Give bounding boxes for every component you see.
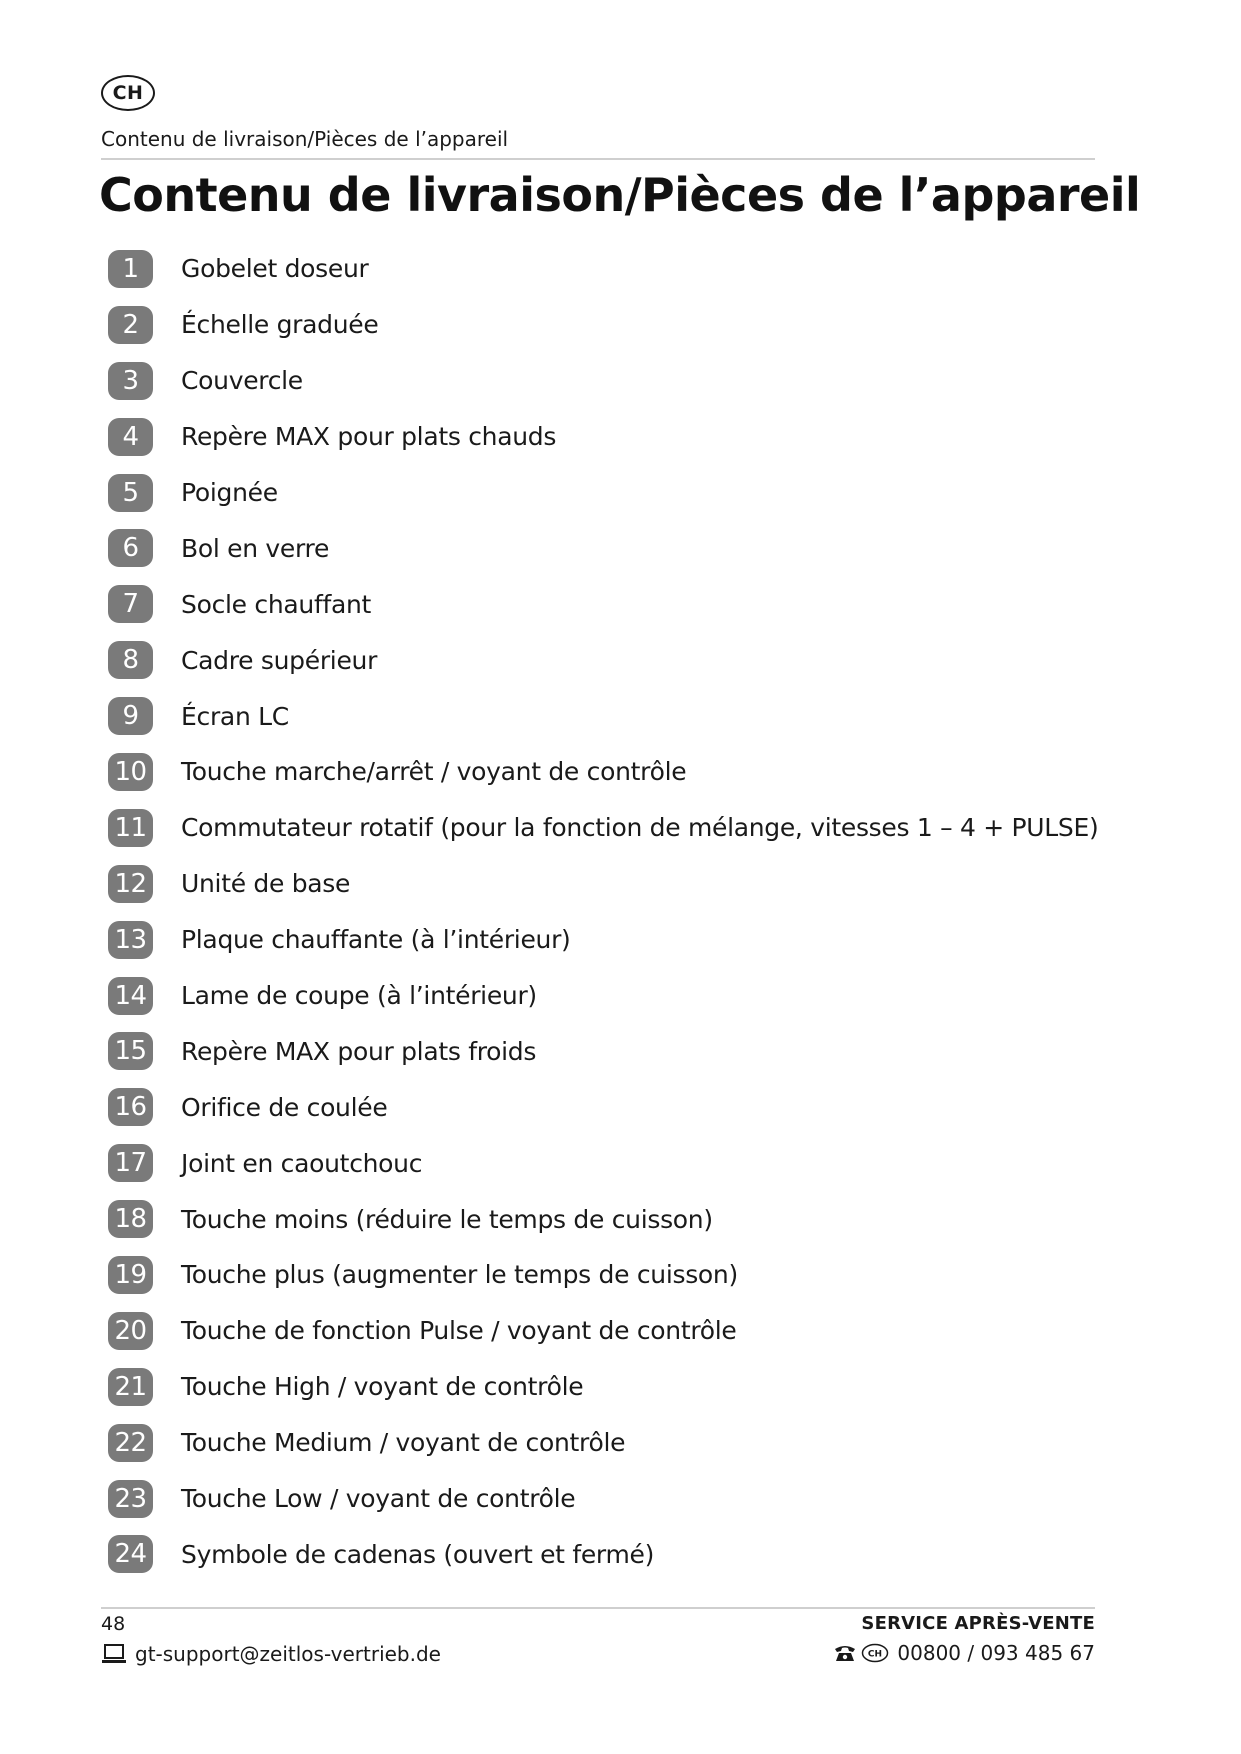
part-label: Joint en caoutchouc [181,1148,423,1178]
country-badge: CH [101,75,155,111]
phone-country-code: CH [868,1649,883,1660]
part-item [108,688,1098,744]
part-item [108,1023,1098,1079]
part-item [108,1415,1098,1471]
part-label: Touche Medium / voyant de contrôle [181,1428,626,1458]
part-number-badge: 2 [108,306,153,344]
part-label: Plaque chauffante (à l’intérieur) [181,925,571,955]
part-label: Orifice de coulée [181,1092,388,1122]
part-item [108,1526,1098,1582]
page-title: Contenu de livraison/Pièces de l’appareil [99,168,1141,222]
part-item [108,1191,1098,1247]
telephone-icon [833,1643,857,1663]
part-number-badge: 21 [108,1368,153,1406]
part-number-badge: 22 [108,1424,153,1462]
header-divider [101,158,1095,160]
part-item [108,856,1098,912]
part-number-badge: 24 [108,1535,153,1573]
part-item [108,1471,1098,1527]
part-label: Socle chauffant [181,589,372,619]
part-item [108,1359,1098,1415]
part-number-badge: 16 [108,1088,153,1126]
part-number-badge: 3 [108,362,153,400]
part-label: Gobelet doseur [181,254,369,284]
part-item [108,241,1098,297]
part-item [108,297,1098,353]
part-item [108,353,1098,409]
part-item [108,912,1098,968]
part-number-badge: 6 [108,529,153,567]
part-number-badge: 23 [108,1480,153,1518]
part-label: Touche plus (augmenter le temps de cuisson) [181,1260,738,1290]
part-number-badge: 11 [108,809,153,847]
part-number-badge: 4 [108,418,153,456]
part-label: Touche de fonction Pulse / voyant de contrôle [181,1316,737,1346]
part-label: Unité de base [181,869,351,899]
part-label: Lame de coupe (à l’intérieur) [181,981,537,1011]
part-label: Échelle graduée [181,310,379,340]
part-label: Repère MAX pour plats froids [181,1036,537,1066]
part-label: Écran LC [181,701,289,731]
part-label: Touche marche/arrêt / voyant de contrôle [181,757,687,787]
part-item [108,1135,1098,1191]
part-number-badge: 10 [108,753,153,791]
breadcrumb: Contenu de livraison/Pièces de l’appareil [101,127,509,151]
part-label: Symbole de cadenas (ouvert et fermé) [181,1539,655,1569]
part-label: Couvercle [181,366,303,396]
parts-list [108,241,1098,1582]
part-item [108,1303,1098,1359]
support-email-row [101,1642,441,1666]
part-label: Repère MAX pour plats chauds [181,422,557,452]
service-title: SERVICE APRÈS-VENTE [861,1613,1095,1634]
part-item [108,800,1098,856]
part-label: Commutateur rotatif (pour la fonction de mélange, vitesses 1 – 4 + PULSE) [181,813,1099,843]
part-number-badge: 20 [108,1312,153,1350]
support-phone-row [833,1641,1095,1665]
part-item [108,409,1098,465]
part-label: Cadre supérieur [181,645,378,675]
part-label: Touche Low / voyant de contrôle [181,1484,576,1514]
part-number-badge: 17 [108,1144,153,1182]
part-label: Touche High / voyant de contrôle [181,1372,584,1402]
part-item [108,465,1098,521]
part-number-badge: 13 [108,921,153,959]
part-item [108,576,1098,632]
part-number-badge: 14 [108,977,153,1015]
part-label: Touche moins (réduire le temps de cuisson) [181,1204,713,1234]
page-number: 48 [101,1613,126,1635]
part-number-badge: 18 [108,1200,153,1238]
part-number-badge: 8 [108,641,153,679]
support-phone[interactable]: 00800 / 093 485 67 [897,1641,1095,1665]
part-number-badge: 15 [108,1032,153,1070]
part-item [108,744,1098,800]
part-item [108,520,1098,576]
part-item [108,1247,1098,1303]
part-number-badge: 9 [108,697,153,735]
part-number-badge: 12 [108,865,153,903]
footer-divider [101,1607,1095,1609]
support-email[interactable]: gt-support@zeitlos-vertrieb.de [135,1642,441,1666]
part-number-badge: 7 [108,585,153,623]
part-item [108,968,1098,1024]
part-number-badge: 19 [108,1256,153,1294]
part-item [108,1079,1098,1135]
part-item [108,632,1098,688]
part-label: Poignée [181,478,278,507]
part-number-badge: 5 [108,474,153,512]
part-number-badge: 1 [108,250,153,288]
laptop-icon [101,1643,127,1665]
ch-badge-icon [861,1643,889,1663]
part-label: Bol en verre [181,533,330,563]
